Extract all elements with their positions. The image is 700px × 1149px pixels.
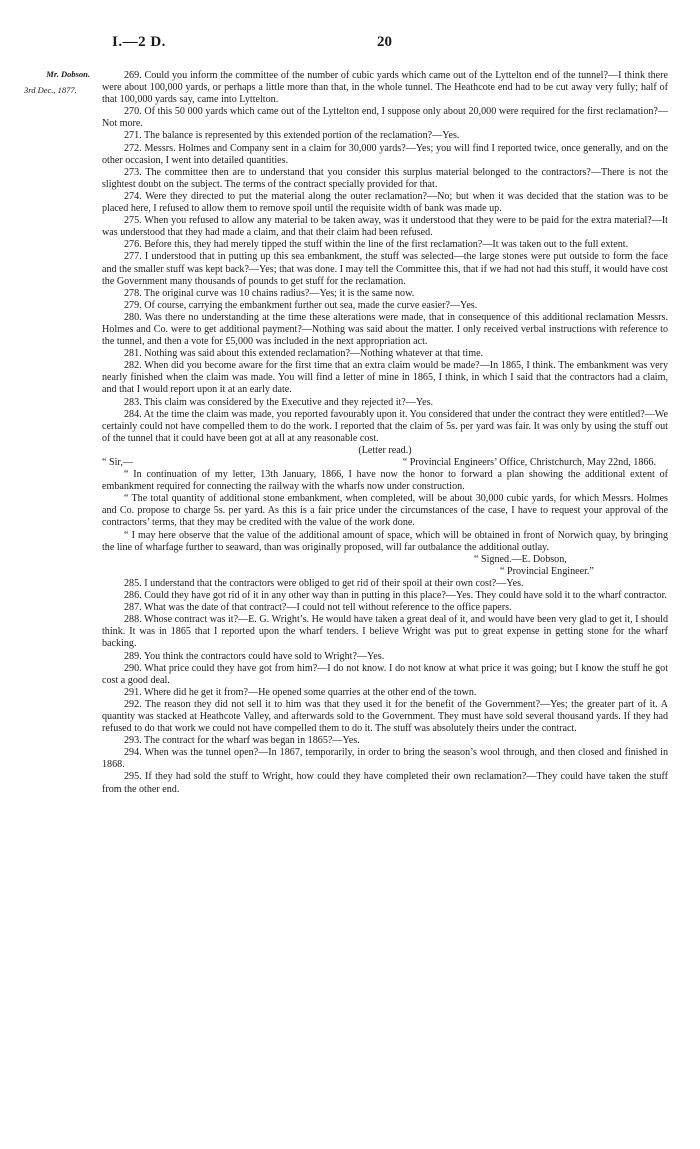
evidence-paragraph: 283. This claim was considered by the Executive and they rejected it?—Yes. — [124, 396, 434, 408]
evidence-paragraph: 293. The contract for the wharf was began in 1865?—Yes. — [124, 735, 360, 747]
margin-date: 3rd Dec., 1877. — [24, 85, 77, 96]
evidence-body — [102, 70, 668, 796]
letter-opening — [102, 457, 668, 469]
letter-paragraph: “ In continuation of my letter, 13th January, 1866, I have now the honor to forward a plan showing the additional extent of embankment required for connecting the railway with the wharfs now under construction. — [102, 469, 668, 493]
evidence-paragraph: 294. When was the tunnel open?—In 1867, temporarily, in order to bring the season’s wool through, and then closed and finished in 1868. — [102, 747, 668, 771]
evidence-paragraph: 289. You think the contractors could have sold to Wright?—Yes. — [124, 650, 385, 662]
margin-witness-name: Mr. Dobson. — [46, 69, 90, 79]
evidence-paragraph: 295. If they had sold the stuff to Wright, how could they have completed their own reclamation?—They could have taken the stuff from the other end. — [102, 771, 668, 795]
evidence-paragraph: 291. Where did he get it from?—He opened some quarries at the other end of the town. — [124, 686, 477, 698]
evidence-paragraph: 284. At the time the claim was made, you reported favourably upon it. You considered that under the contract they were entitled?—We certainly could not have compelled them to do the work. I reported that the claim of 5s. per yard was fair. It was only by using the stuff out of the tunnel that it could have been got at all at any reasonable cost. — [102, 408, 668, 444]
letter-signature-title: “ Provincial Engineer.” — [500, 565, 594, 577]
evidence-paragraph: 272. Messrs. Holmes and Company sent in a claim for 30,000 yards?—Yes; you will find I reported twice, once generally, and on the other occasion, I went into detailed quantities. — [102, 142, 668, 166]
document-reference: I.—2 D. — [112, 34, 166, 50]
evidence-paragraph: 270. Of this 50 000 yards which came out of the Lyttelton end, I suppose only about 20,000 were required for the first reclamation?—Not more. — [102, 106, 668, 130]
letter-paragraph: “ I may here observe that the value of the additional amount of space, which will be obtained in front of Norwich quay, by bringing the line of wharfage further to seaward, than was originally proposed, will far outbalance the additional outlay. — [102, 529, 668, 553]
evidence-paragraph: 275. When you refused to allow any material to be taken away, was it understood that they were to be paid for the extra material?—It was understood that they had made a claim, and that their claim had been refused. — [102, 215, 668, 239]
evidence-paragraph: 269. Could you inform the committee of the number of cubic yards which came out of the Lyttelton end of the tunnel?—I think there were about 100,000 yards, or perhaps a little more than that, in the whole tunnel. The Heathcote end had to be cut away very fully; half of that 100,000 yards say, came into Lyttelton. — [102, 70, 668, 106]
letter-salutation: “ Sir,— — [102, 457, 133, 468]
evidence-paragraph: 280. Was there no understanding at the time these alterations were made, that in consequence of this additional reclamation Messrs. Holmes and Co. were to get additional payment?—Nothing was said about the matter. I only received verbal instructions with reference to the tunnel, and then a vote for £5,000 was included in the next appropriation act. — [102, 311, 668, 348]
evidence-paragraph: 292. The reason they did not sell it to him was that they used it for the benefit of the Government?—Yes; the greater part of it. A quantity was stacked at Heathcote Valley, and afterwards sold to the Government. They must have sold several thousand yards. If they had refused to do that work we could not have compelled them to do it. The stuff was absolutely theirs under the contract. — [102, 698, 668, 735]
margin-note — [24, 69, 96, 97]
evidence-paragraph: 278. The original curve was 10 chains radius?—Yes; it is the same now. — [124, 287, 415, 299]
letter-paragraph: “ The total quantity of additional stone embankment, when completed, will be about 30,000 cubic yards, for which Messrs. Holmes and Co. propose to charge 5s. per yard. As this is a fair price under the circumstances of the case, I have to request your approval of the contractors’ terms, that they may be credited with the value of the work done. — [102, 493, 668, 529]
evidence-after-letter — [102, 578, 668, 796]
evidence-paragraph: 273. The committee then are to understand that you consider this surplus material belonged to the contractors?—There is not the slightest doubt on the subject. The terms of the contract specially provided for that. — [102, 166, 668, 190]
evidence-paragraph: 276. Before this, they had merely tipped the stuff within the line of the first reclamation?—It was taken out to the full extent. — [124, 239, 629, 251]
evidence-paragraph: 271. The balance is represented by this extended portion of the reclamation?—Yes. — [124, 130, 460, 142]
letter-signature: “ Signed.—E. Dobson, — [474, 553, 567, 565]
evidence-paragraph: 282. When did you become aware for the first time that an extra claim would be made?—In 1865, I think. The embankment was very nearly finished when the claim was made. You will find a letter of mine in 1865, I think, in which I said that the contractors had a claim, and that I would report upon it at an early date. — [102, 360, 668, 396]
letter-dateline: “ Provincial Engineers’ Office, Christchurch, May 22nd, 1866. — [402, 457, 656, 468]
letter-body — [102, 469, 668, 554]
evidence-paragraph: 277. I understood that in putting up this sea embankment, the stuff was selected—the large stones were put outside to form the face and the smaller stuff was kept back?—Yes; that was done. I may tell the Committee this, that if we had not had this stuff, it would have cost the Government many thousands of pounds to get stuff for the reclamation. — [102, 251, 668, 287]
evidence-paragraph: 274. Were they directed to put the material along the outer reclamation?—No; but when it was decided that the station was to be placed here, I refused to allow them to remove spoil until the requisite width of bank was made up. — [102, 190, 668, 215]
evidence-paragraph: 281. Nothing was said about this extended reclamation?—Nothing whatever at that time. — [124, 348, 484, 360]
evidence-paragraph: 279. Of course, carrying the embankment further out sea, made the curve easier?—Yes. — [124, 299, 478, 311]
evidence-paragraph: 288. Whose contract was it?—E. G. Wright’s. He would have taken a great deal of it, and would have been very glad to get it, I should think. It was in 1865 that I reported upon the wharf tenders. I believe Wright was put to great expense in getting stone for the wharf backing. — [102, 614, 668, 650]
page-number: 20 — [377, 34, 392, 50]
evidence-paragraph: 286. Could they have got rid of it in any other way than in putting in this place?—Yes. They could have sold it to the wharf contractor. — [124, 590, 667, 602]
evidence-paragraph: 290. What price could they have got from him?—I do not know. I do not know at what price it was going; but I know the stuff he got cost a good deal. — [102, 662, 668, 686]
evidence-paragraph: 287. What was the date of that contract?—I could not tell without reference to the office papers. — [124, 602, 512, 614]
evidence-paragraph: 285. I understand that the contractors were obliged to get rid of their spoil at their own cost?—Yes. — [124, 577, 524, 589]
page-header — [112, 34, 672, 54]
evidence-before-letter — [102, 70, 668, 445]
letter-heading: (Letter read.) — [358, 444, 412, 456]
